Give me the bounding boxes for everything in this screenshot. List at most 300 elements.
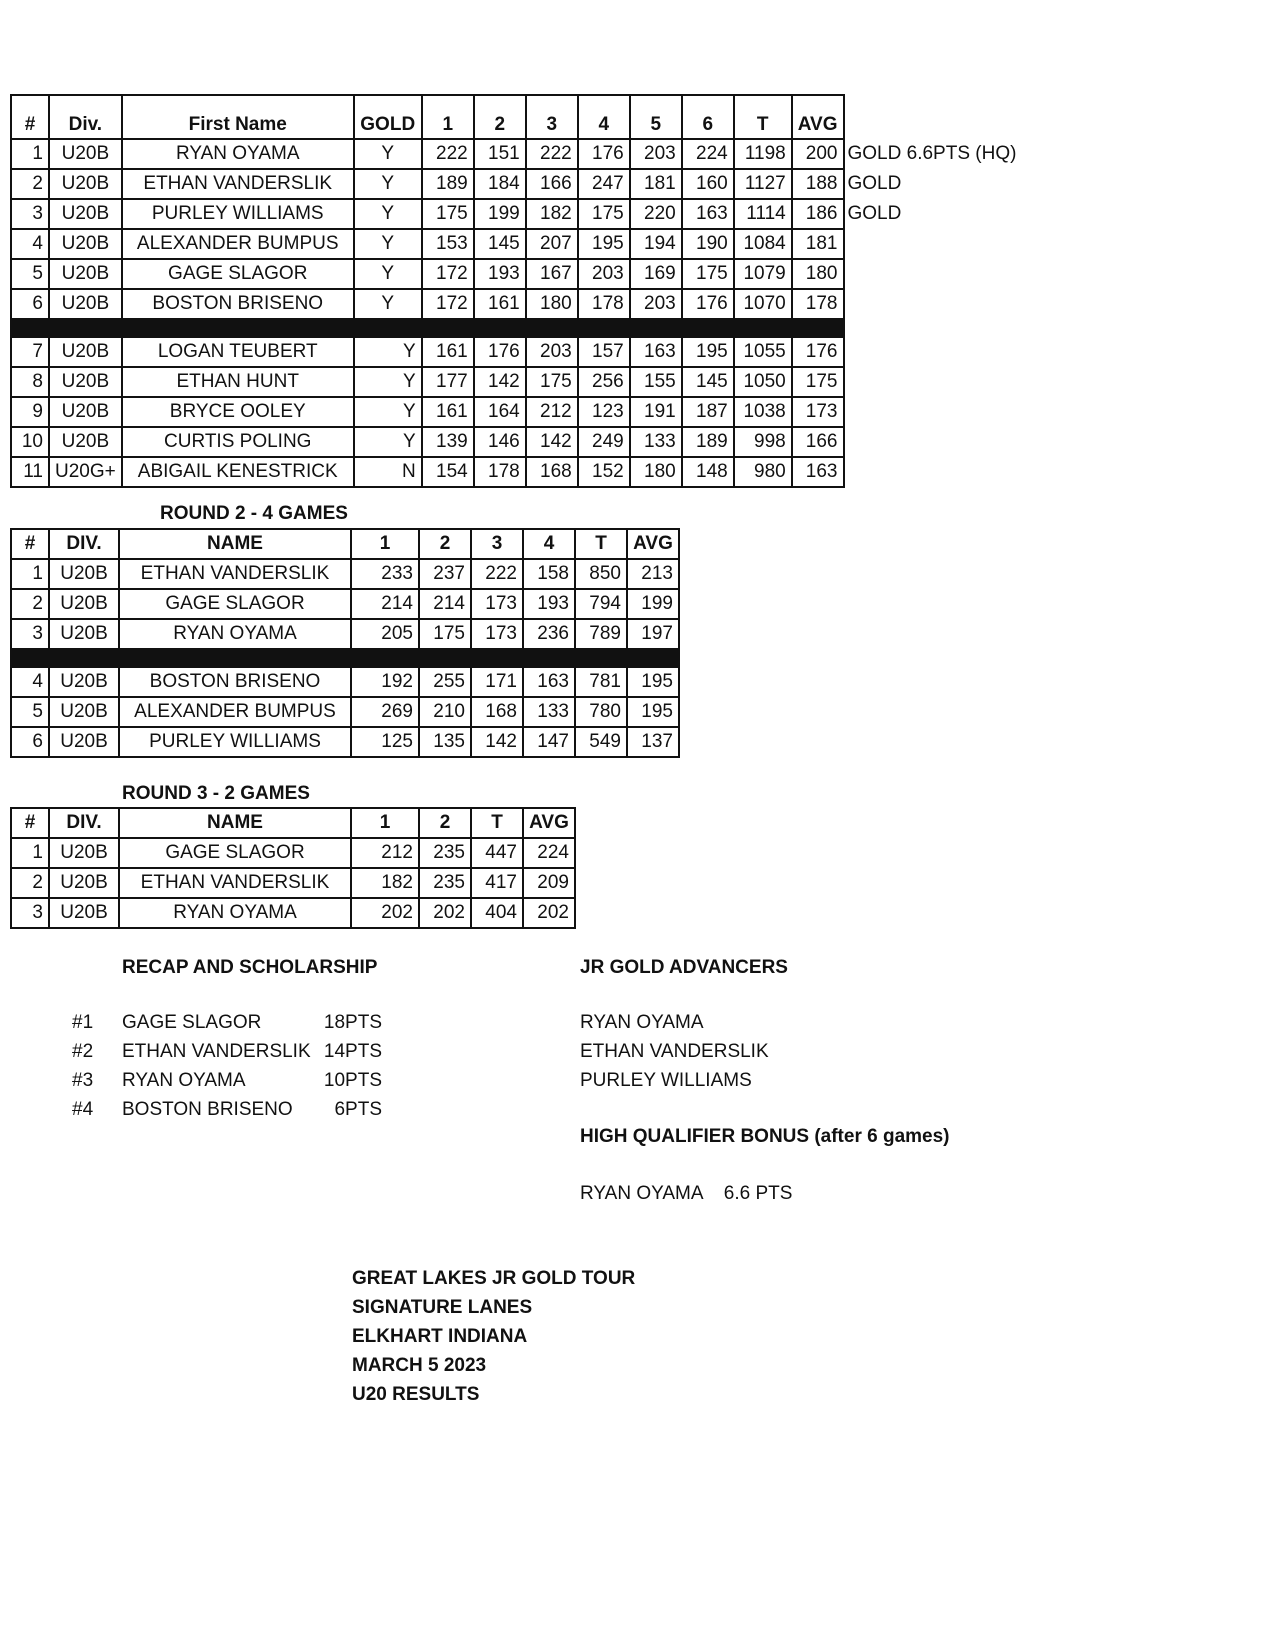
table-cell: 195 bbox=[627, 667, 679, 697]
footer-line: SIGNATURE LANES bbox=[352, 1297, 533, 1318]
table-cell: 789 bbox=[575, 619, 627, 649]
table-cell: 148 bbox=[682, 457, 734, 487]
name-cell: BOSTON BRISENO bbox=[122, 289, 354, 319]
table-cell: 177 bbox=[422, 367, 474, 397]
note-header bbox=[844, 95, 1034, 139]
table-cell: U20G+ bbox=[49, 457, 122, 487]
rank-cell: 3 bbox=[11, 898, 49, 928]
column-header: 1 bbox=[351, 529, 419, 559]
table-row bbox=[11, 697, 679, 727]
rank-cell: 1 bbox=[11, 838, 49, 868]
table-cell: 781 bbox=[575, 667, 627, 697]
column-header: 3 bbox=[471, 529, 523, 559]
rank-cell: 5 bbox=[11, 697, 49, 727]
table-cell: 175 bbox=[578, 199, 630, 229]
footer-line: U20 RESULTS bbox=[352, 1384, 480, 1405]
round2-title: ROUND 2 - 4 GAMES bbox=[160, 503, 348, 524]
note-cell bbox=[844, 367, 1034, 397]
table-cell: 153 bbox=[422, 229, 474, 259]
table-row bbox=[11, 589, 679, 619]
rank-cell: 5 bbox=[11, 259, 49, 289]
table-cell: 164 bbox=[474, 397, 526, 427]
bonus-entry bbox=[580, 1179, 792, 1208]
note-cell bbox=[844, 229, 1034, 259]
table-cell: 247 bbox=[578, 169, 630, 199]
table-cell: 167 bbox=[526, 259, 578, 289]
table-cell: U20B bbox=[49, 139, 122, 169]
recap-title: RECAP AND SCHOLARSHIP bbox=[122, 957, 378, 978]
table-row bbox=[11, 559, 679, 589]
table-cell: 203 bbox=[630, 139, 682, 169]
table-cell: 237 bbox=[419, 559, 471, 589]
table-cell: 181 bbox=[630, 169, 682, 199]
name-cell: ALEXANDER BUMPUS bbox=[122, 229, 354, 259]
table-cell: 182 bbox=[351, 868, 419, 898]
table-cell: 980 bbox=[734, 457, 792, 487]
bonus-title: HIGH QUALIFIER BONUS (after 6 games) bbox=[580, 1126, 950, 1147]
table-row bbox=[11, 727, 679, 757]
table-row bbox=[11, 868, 575, 898]
table-cell: 212 bbox=[526, 397, 578, 427]
column-header: # bbox=[11, 808, 49, 838]
bonus-points: 6.6 PTS bbox=[723, 1183, 793, 1204]
table-cell: 178 bbox=[792, 289, 844, 319]
table-cell: 133 bbox=[630, 427, 682, 457]
table-cell: 193 bbox=[474, 259, 526, 289]
table-cell: 188 bbox=[792, 169, 844, 199]
table-row bbox=[11, 667, 679, 697]
table-cell: 200 bbox=[792, 139, 844, 169]
table-cell: 184 bbox=[474, 169, 526, 199]
table-cell: N bbox=[354, 457, 422, 487]
table-cell: Y bbox=[354, 397, 422, 427]
column-header: T bbox=[471, 808, 523, 838]
table-cell: 163 bbox=[630, 337, 682, 367]
table-row bbox=[11, 619, 679, 649]
column-header: AVG bbox=[792, 95, 844, 139]
round2-table bbox=[10, 528, 680, 758]
table-cell: 1079 bbox=[734, 259, 792, 289]
table-cell: U20B bbox=[49, 727, 119, 757]
column-header: T bbox=[575, 529, 627, 559]
name-cell: LOGAN TEUBERT bbox=[122, 337, 354, 367]
table-cell: Y bbox=[354, 199, 422, 229]
name-cell: GAGE SLAGOR bbox=[122, 259, 354, 289]
table-cell: 236 bbox=[523, 619, 575, 649]
table-cell: 1055 bbox=[734, 337, 792, 367]
table-cell: U20B bbox=[49, 397, 122, 427]
recap-points: 14PTS bbox=[323, 1041, 382, 1062]
table-cell: 178 bbox=[474, 457, 526, 487]
recap-rank: #2 bbox=[72, 1041, 94, 1062]
round3-table bbox=[10, 807, 576, 929]
note-cell: GOLD bbox=[847, 203, 902, 224]
table-cell: 145 bbox=[682, 367, 734, 397]
table-row bbox=[11, 139, 1034, 169]
table-cell: 212 bbox=[351, 838, 419, 868]
name-cell: ETHAN VANDERSLIK bbox=[122, 169, 354, 199]
table-cell: 161 bbox=[422, 397, 474, 427]
table-cell: 158 bbox=[523, 559, 575, 589]
table-cell: 255 bbox=[419, 667, 471, 697]
column-header: DIV. bbox=[49, 529, 119, 559]
table-cell: 193 bbox=[523, 589, 575, 619]
name-cell: ETHAN VANDERSLIK bbox=[119, 559, 351, 589]
footer-line: GREAT LAKES JR GOLD TOUR bbox=[352, 1268, 636, 1289]
table-cell: 224 bbox=[523, 838, 575, 868]
rank-cell: 4 bbox=[11, 667, 49, 697]
table-cell: 173 bbox=[792, 397, 844, 427]
table-cell: 160 bbox=[682, 169, 734, 199]
recap-rank: #1 bbox=[72, 1012, 94, 1033]
note-cell bbox=[844, 289, 1034, 319]
table-cell: 139 bbox=[422, 427, 474, 457]
table-cell: 182 bbox=[526, 199, 578, 229]
table-cell: 203 bbox=[630, 289, 682, 319]
rank-cell: 10 bbox=[11, 427, 49, 457]
name-cell: RYAN OYAMA bbox=[119, 898, 351, 928]
table-cell: 417 bbox=[471, 868, 523, 898]
column-header: 5 bbox=[630, 95, 682, 139]
table-cell: 202 bbox=[351, 898, 419, 928]
table-cell: 190 bbox=[682, 229, 734, 259]
table-cell: 171 bbox=[471, 667, 523, 697]
name-cell: RYAN OYAMA bbox=[122, 139, 354, 169]
table-cell: 145 bbox=[474, 229, 526, 259]
table-cell: 178 bbox=[578, 289, 630, 319]
table-cell: 155 bbox=[630, 367, 682, 397]
column-header: # bbox=[11, 529, 49, 559]
note-cell: GOLD 6.6PTS (HQ) bbox=[847, 143, 1017, 164]
table-cell: 269 bbox=[351, 697, 419, 727]
column-header: First Name bbox=[122, 95, 354, 139]
table-cell: 163 bbox=[523, 667, 575, 697]
table-cell: 199 bbox=[474, 199, 526, 229]
name-cell: ALEXANDER BUMPUS bbox=[119, 697, 351, 727]
table-cell: 172 bbox=[422, 289, 474, 319]
column-header: DIV. bbox=[49, 808, 119, 838]
table-cell: 187 bbox=[682, 397, 734, 427]
recap-rank: #3 bbox=[72, 1070, 94, 1091]
note-cell bbox=[844, 337, 1034, 367]
rank-cell: 1 bbox=[11, 559, 49, 589]
table-cell: 172 bbox=[422, 259, 474, 289]
table-cell: 249 bbox=[578, 427, 630, 457]
rank-cell: 3 bbox=[11, 619, 49, 649]
recap-item bbox=[72, 1095, 382, 1124]
table-row bbox=[11, 838, 575, 868]
table-row bbox=[11, 898, 575, 928]
recap-rank: #4 bbox=[72, 1099, 94, 1120]
bonus-name: RYAN OYAMA bbox=[580, 1183, 703, 1204]
column-header: 3 bbox=[526, 95, 578, 139]
table-cell: U20B bbox=[49, 838, 119, 868]
table-cell: 214 bbox=[419, 589, 471, 619]
rank-cell: 11 bbox=[11, 457, 49, 487]
recap-name: RYAN OYAMA bbox=[122, 1070, 246, 1091]
table-cell: Y bbox=[354, 169, 422, 199]
name-cell: BRYCE OOLEY bbox=[122, 397, 354, 427]
table-cell: U20B bbox=[49, 199, 122, 229]
table-cell: 794 bbox=[575, 589, 627, 619]
table-cell: 133 bbox=[523, 697, 575, 727]
name-cell: GAGE SLAGOR bbox=[119, 589, 351, 619]
table-cell: 1127 bbox=[734, 169, 792, 199]
table-cell: 161 bbox=[422, 337, 474, 367]
column-header: 4 bbox=[523, 529, 575, 559]
table-cell: 151 bbox=[474, 139, 526, 169]
recap-item bbox=[72, 1008, 382, 1037]
table-cell: 220 bbox=[630, 199, 682, 229]
table-row bbox=[11, 367, 1034, 397]
table-cell: U20B bbox=[49, 559, 119, 589]
table-cell: 191 bbox=[630, 397, 682, 427]
table-cell: 207 bbox=[526, 229, 578, 259]
rank-cell: 6 bbox=[11, 727, 49, 757]
name-cell: ETHAN HUNT bbox=[122, 367, 354, 397]
table-cell: 203 bbox=[526, 337, 578, 367]
table-cell: 256 bbox=[578, 367, 630, 397]
recap-name: BOSTON BRISENO bbox=[122, 1099, 293, 1120]
table-cell: 214 bbox=[351, 589, 419, 619]
table-cell: Y bbox=[354, 427, 422, 457]
table-cell: 780 bbox=[575, 697, 627, 727]
table-cell: 850 bbox=[575, 559, 627, 589]
table-cell: 549 bbox=[575, 727, 627, 757]
column-header: 4 bbox=[578, 95, 630, 139]
rank-cell: 2 bbox=[11, 589, 49, 619]
name-cell: PURLEY WILLIAMS bbox=[122, 199, 354, 229]
column-header: 6 bbox=[682, 95, 734, 139]
table-cell: 175 bbox=[682, 259, 734, 289]
name-cell: GAGE SLAGOR bbox=[119, 838, 351, 868]
advancers-title: JR GOLD ADVANCERS bbox=[580, 957, 788, 978]
recap-points: 18PTS bbox=[323, 1012, 382, 1033]
table-cell: 202 bbox=[523, 898, 575, 928]
recap-item bbox=[72, 1066, 382, 1095]
table-cell: 135 bbox=[419, 727, 471, 757]
rank-cell: 1 bbox=[11, 139, 49, 169]
column-header: 1 bbox=[422, 95, 474, 139]
table-cell: 222 bbox=[526, 139, 578, 169]
column-header: 2 bbox=[419, 529, 471, 559]
table-cell: 163 bbox=[682, 199, 734, 229]
table-cell: 447 bbox=[471, 838, 523, 868]
column-header: 2 bbox=[474, 95, 526, 139]
table-cell: 176 bbox=[792, 337, 844, 367]
table-cell: 173 bbox=[471, 589, 523, 619]
table-cell: 175 bbox=[422, 199, 474, 229]
recap-points: 6PTS bbox=[334, 1099, 382, 1120]
table-cell: U20B bbox=[49, 289, 122, 319]
footer-line: ELKHART INDIANA bbox=[352, 1326, 528, 1347]
table-cell: 163 bbox=[792, 457, 844, 487]
recap-points: 10PTS bbox=[323, 1070, 382, 1091]
footer-line: MARCH 5 2023 bbox=[352, 1355, 487, 1376]
table-cell: 998 bbox=[734, 427, 792, 457]
footer bbox=[352, 1264, 635, 1409]
round1-table bbox=[10, 94, 1035, 488]
table-cell: U20B bbox=[49, 229, 122, 259]
name-cell: RYAN OYAMA bbox=[119, 619, 351, 649]
table-cell: 235 bbox=[419, 868, 471, 898]
table-cell: 161 bbox=[474, 289, 526, 319]
table-cell: 210 bbox=[419, 697, 471, 727]
column-header: 2 bbox=[419, 808, 471, 838]
table-cell: U20B bbox=[49, 589, 119, 619]
rank-cell: 6 bbox=[11, 289, 49, 319]
name-cell: ABIGAIL KENESTRICK bbox=[122, 457, 354, 487]
name-cell: BOSTON BRISENO bbox=[119, 667, 351, 697]
table-cell: 175 bbox=[419, 619, 471, 649]
rank-cell: 2 bbox=[11, 868, 49, 898]
table-cell: 142 bbox=[526, 427, 578, 457]
note-cell bbox=[844, 259, 1034, 289]
column-header: # bbox=[11, 95, 49, 139]
note-cell bbox=[844, 457, 1034, 487]
table-cell: 209 bbox=[523, 868, 575, 898]
table-cell: 142 bbox=[474, 367, 526, 397]
column-header: AVG bbox=[523, 808, 575, 838]
table-row bbox=[11, 427, 1034, 457]
table-cell: 168 bbox=[471, 697, 523, 727]
table-cell: 1198 bbox=[734, 139, 792, 169]
recap-list bbox=[72, 1008, 382, 1124]
table-cell: 142 bbox=[471, 727, 523, 757]
table-row bbox=[11, 289, 1034, 319]
table-cell: 222 bbox=[422, 139, 474, 169]
table-cell: 1084 bbox=[734, 229, 792, 259]
table-cell: 195 bbox=[627, 697, 679, 727]
table-row bbox=[11, 229, 1034, 259]
table-cell: 195 bbox=[578, 229, 630, 259]
table-cell: 1050 bbox=[734, 367, 792, 397]
table-cell: 125 bbox=[351, 727, 419, 757]
rank-cell: 3 bbox=[11, 199, 49, 229]
table-cell: U20B bbox=[49, 619, 119, 649]
column-header: NAME bbox=[119, 808, 351, 838]
table-cell: 173 bbox=[471, 619, 523, 649]
table-cell: Y bbox=[354, 367, 422, 397]
table-cell: 189 bbox=[422, 169, 474, 199]
table-cell: Y bbox=[354, 259, 422, 289]
table-cell: 192 bbox=[351, 667, 419, 697]
table-cell: 180 bbox=[792, 259, 844, 289]
table-cell: 189 bbox=[682, 427, 734, 457]
table-cell: 123 bbox=[578, 397, 630, 427]
table-row bbox=[11, 457, 1034, 487]
table-cell: 175 bbox=[526, 367, 578, 397]
table-cell: 169 bbox=[630, 259, 682, 289]
table-cell: U20B bbox=[49, 898, 119, 928]
note-cell: GOLD bbox=[847, 173, 902, 194]
table-cell: 152 bbox=[578, 457, 630, 487]
table-row bbox=[11, 337, 1034, 367]
recap-name: ETHAN VANDERSLIK bbox=[122, 1041, 311, 1062]
table-cell: 199 bbox=[627, 589, 679, 619]
table-cell: 154 bbox=[422, 457, 474, 487]
table-row bbox=[11, 397, 1034, 427]
column-header: T bbox=[734, 95, 792, 139]
table-row bbox=[11, 259, 1034, 289]
table-cell: 166 bbox=[526, 169, 578, 199]
table-cell: 1114 bbox=[734, 199, 792, 229]
table-cell: U20B bbox=[49, 427, 122, 457]
table-cell: 137 bbox=[627, 727, 679, 757]
advancers-list bbox=[580, 1008, 769, 1095]
table-row bbox=[11, 199, 1034, 229]
table-cell: 180 bbox=[526, 289, 578, 319]
table-cell: 175 bbox=[792, 367, 844, 397]
table-cell: 168 bbox=[526, 457, 578, 487]
table-cell: 176 bbox=[474, 337, 526, 367]
rank-cell: 9 bbox=[11, 397, 49, 427]
table-cell: 195 bbox=[682, 337, 734, 367]
column-header: GOLD bbox=[354, 95, 422, 139]
recap-item bbox=[72, 1037, 382, 1066]
table-cell: 197 bbox=[627, 619, 679, 649]
table-cell: 166 bbox=[792, 427, 844, 457]
separator-row bbox=[11, 319, 1034, 337]
table-cell: U20B bbox=[49, 667, 119, 697]
note-cell bbox=[844, 397, 1034, 427]
name-cell: ETHAN VANDERSLIK bbox=[119, 868, 351, 898]
table-cell: 404 bbox=[471, 898, 523, 928]
table-cell: 146 bbox=[474, 427, 526, 457]
advancer-name: ETHAN VANDERSLIK bbox=[580, 1041, 769, 1062]
advancer-name: RYAN OYAMA bbox=[580, 1012, 704, 1033]
table-cell: 203 bbox=[578, 259, 630, 289]
table-cell: U20B bbox=[49, 169, 122, 199]
rank-cell: 8 bbox=[11, 367, 49, 397]
column-header: AVG bbox=[627, 529, 679, 559]
table-cell: 202 bbox=[419, 898, 471, 928]
table-row bbox=[11, 169, 1034, 199]
table-cell: 157 bbox=[578, 337, 630, 367]
column-header: NAME bbox=[119, 529, 351, 559]
rank-cell: 2 bbox=[11, 169, 49, 199]
table-cell: 147 bbox=[523, 727, 575, 757]
table-cell: 213 bbox=[627, 559, 679, 589]
table-cell: U20B bbox=[49, 259, 122, 289]
table-cell: 1070 bbox=[734, 289, 792, 319]
table-cell: 233 bbox=[351, 559, 419, 589]
table-cell: 181 bbox=[792, 229, 844, 259]
recap-name: GAGE SLAGOR bbox=[122, 1012, 262, 1033]
advancer-name: PURLEY WILLIAMS bbox=[580, 1070, 752, 1091]
table-cell: 194 bbox=[630, 229, 682, 259]
table-cell: 224 bbox=[682, 139, 734, 169]
table-cell: 186 bbox=[792, 199, 844, 229]
table-cell: 1038 bbox=[734, 397, 792, 427]
table-cell: U20B bbox=[49, 337, 122, 367]
table-cell: Y bbox=[354, 139, 422, 169]
name-cell: PURLEY WILLIAMS bbox=[119, 727, 351, 757]
table-cell: Y bbox=[354, 289, 422, 319]
table-cell: Y bbox=[354, 229, 422, 259]
table-cell: U20B bbox=[49, 868, 119, 898]
table-cell: Y bbox=[354, 337, 422, 367]
name-cell: CURTIS POLING bbox=[122, 427, 354, 457]
column-header: Div. bbox=[49, 95, 122, 139]
note-cell bbox=[844, 427, 1034, 457]
rank-cell: 4 bbox=[11, 229, 49, 259]
rank-cell: 7 bbox=[11, 337, 49, 367]
table-cell: 176 bbox=[682, 289, 734, 319]
table-cell: 180 bbox=[630, 457, 682, 487]
table-cell: 235 bbox=[419, 838, 471, 868]
table-cell: 222 bbox=[471, 559, 523, 589]
